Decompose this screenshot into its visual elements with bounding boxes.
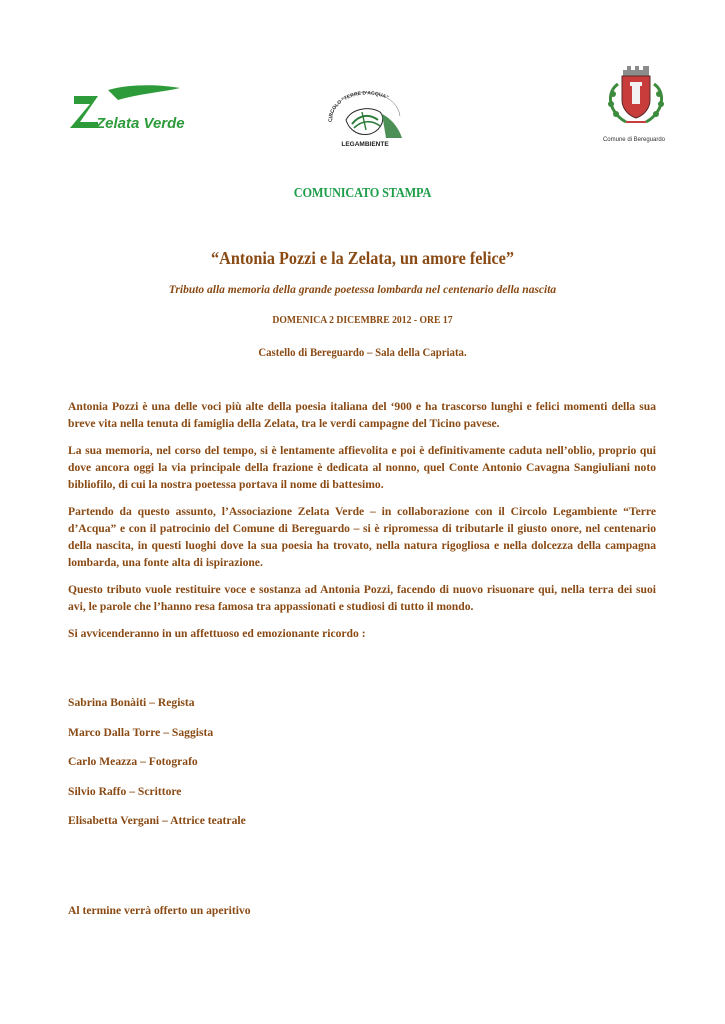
closing-note: Al termine verrà offerto un aperitivo xyxy=(68,904,251,917)
paragraph: Antonia Pozzi è una delle voci più alte della poesia italiana del ‘900 e ha trascorso lunghi e felici momenti della sua breve vita nella tenuta di famiglia della Zelata, tra le verdi campagne del Ticino pavese. xyxy=(68,400,656,430)
paragraph: La sua memoria, nel corso del tempo, si è lentamente affievolita e poi è definitivamente caduta nell’oblio, proprio qui dove ancora oggi la via principale della frazione è dedicata al nonno, quel Conte Antonio Cavagna Sangiuliani noto bibliofilo, di cui la nostra poetessa portava il nome di battesimo. xyxy=(68,444,656,491)
paragraph: Questo tributo vuole restituire voce e sostanza ad Antonia Pozzi, facendo di nuovo risuonare qui, nella terra dei suoi avi, le parole che l’hanno resa famosa tra appassionati e studiosi di tutto il mondo. xyxy=(68,583,656,613)
press-release-body xyxy=(68,398,656,652)
comune-coat-of-arms xyxy=(596,64,676,146)
participant: Elisabetta Vergani – Attrice teatrale xyxy=(68,814,246,827)
participant: Silvio Raffo – Scrittore xyxy=(68,784,182,798)
legambiente-ring-text: CIRCOLO "TERRE D'ACQUA" xyxy=(327,90,390,123)
event-subtitle: Tributo alla memoria della grande poetessa lombarda nel centenario della nascita xyxy=(168,284,557,296)
participant: Sabrina Bonàiti – Regista xyxy=(68,696,195,709)
zelata-verde-logo-text: Zelata Verde xyxy=(96,115,185,132)
participant: Marco Dalla Torre – Saggista xyxy=(68,725,214,739)
event-title: “Antonia Pozzi e la Zelata, un amore felice” xyxy=(211,248,514,268)
zelata-verde-logo xyxy=(68,82,188,142)
press-release-heading: COMUNICATO STAMPA xyxy=(293,186,432,201)
paragraph: Si avvicenderanno in un affettuoso ed emozionante ricordo : xyxy=(68,627,366,640)
event-place: Castello di Bereguardo – Sala della Capriata. xyxy=(258,345,467,359)
event-date: DOMENICA 2 DICEMBRE 2012 - ORE 17 xyxy=(272,314,453,326)
participant: Carlo Meazza – Fotografo xyxy=(68,755,198,768)
legambiente-label: LEGAMBIENTE xyxy=(341,141,389,148)
comune-label: Comune di Bereguardo xyxy=(602,137,666,143)
participants-list xyxy=(68,696,656,844)
logo-header xyxy=(0,0,725,170)
paragraph: Partendo da questo assunto, l’Associazione Zelata Verde – in collaborazione con il Circolo Legambiente “Terre d’Acqua” e con il patrocinio del Comune di Bereguardo – si è ripromessa di tributarle il giusto onore, nel centenario della nascita, in questi luoghi dove la sua poesia ha trovato, nella natura rigogliosa e nella dolcezza della campagna lombarda, una fonte alta di ispirazione. xyxy=(68,505,656,569)
legambiente-logo xyxy=(322,90,408,150)
